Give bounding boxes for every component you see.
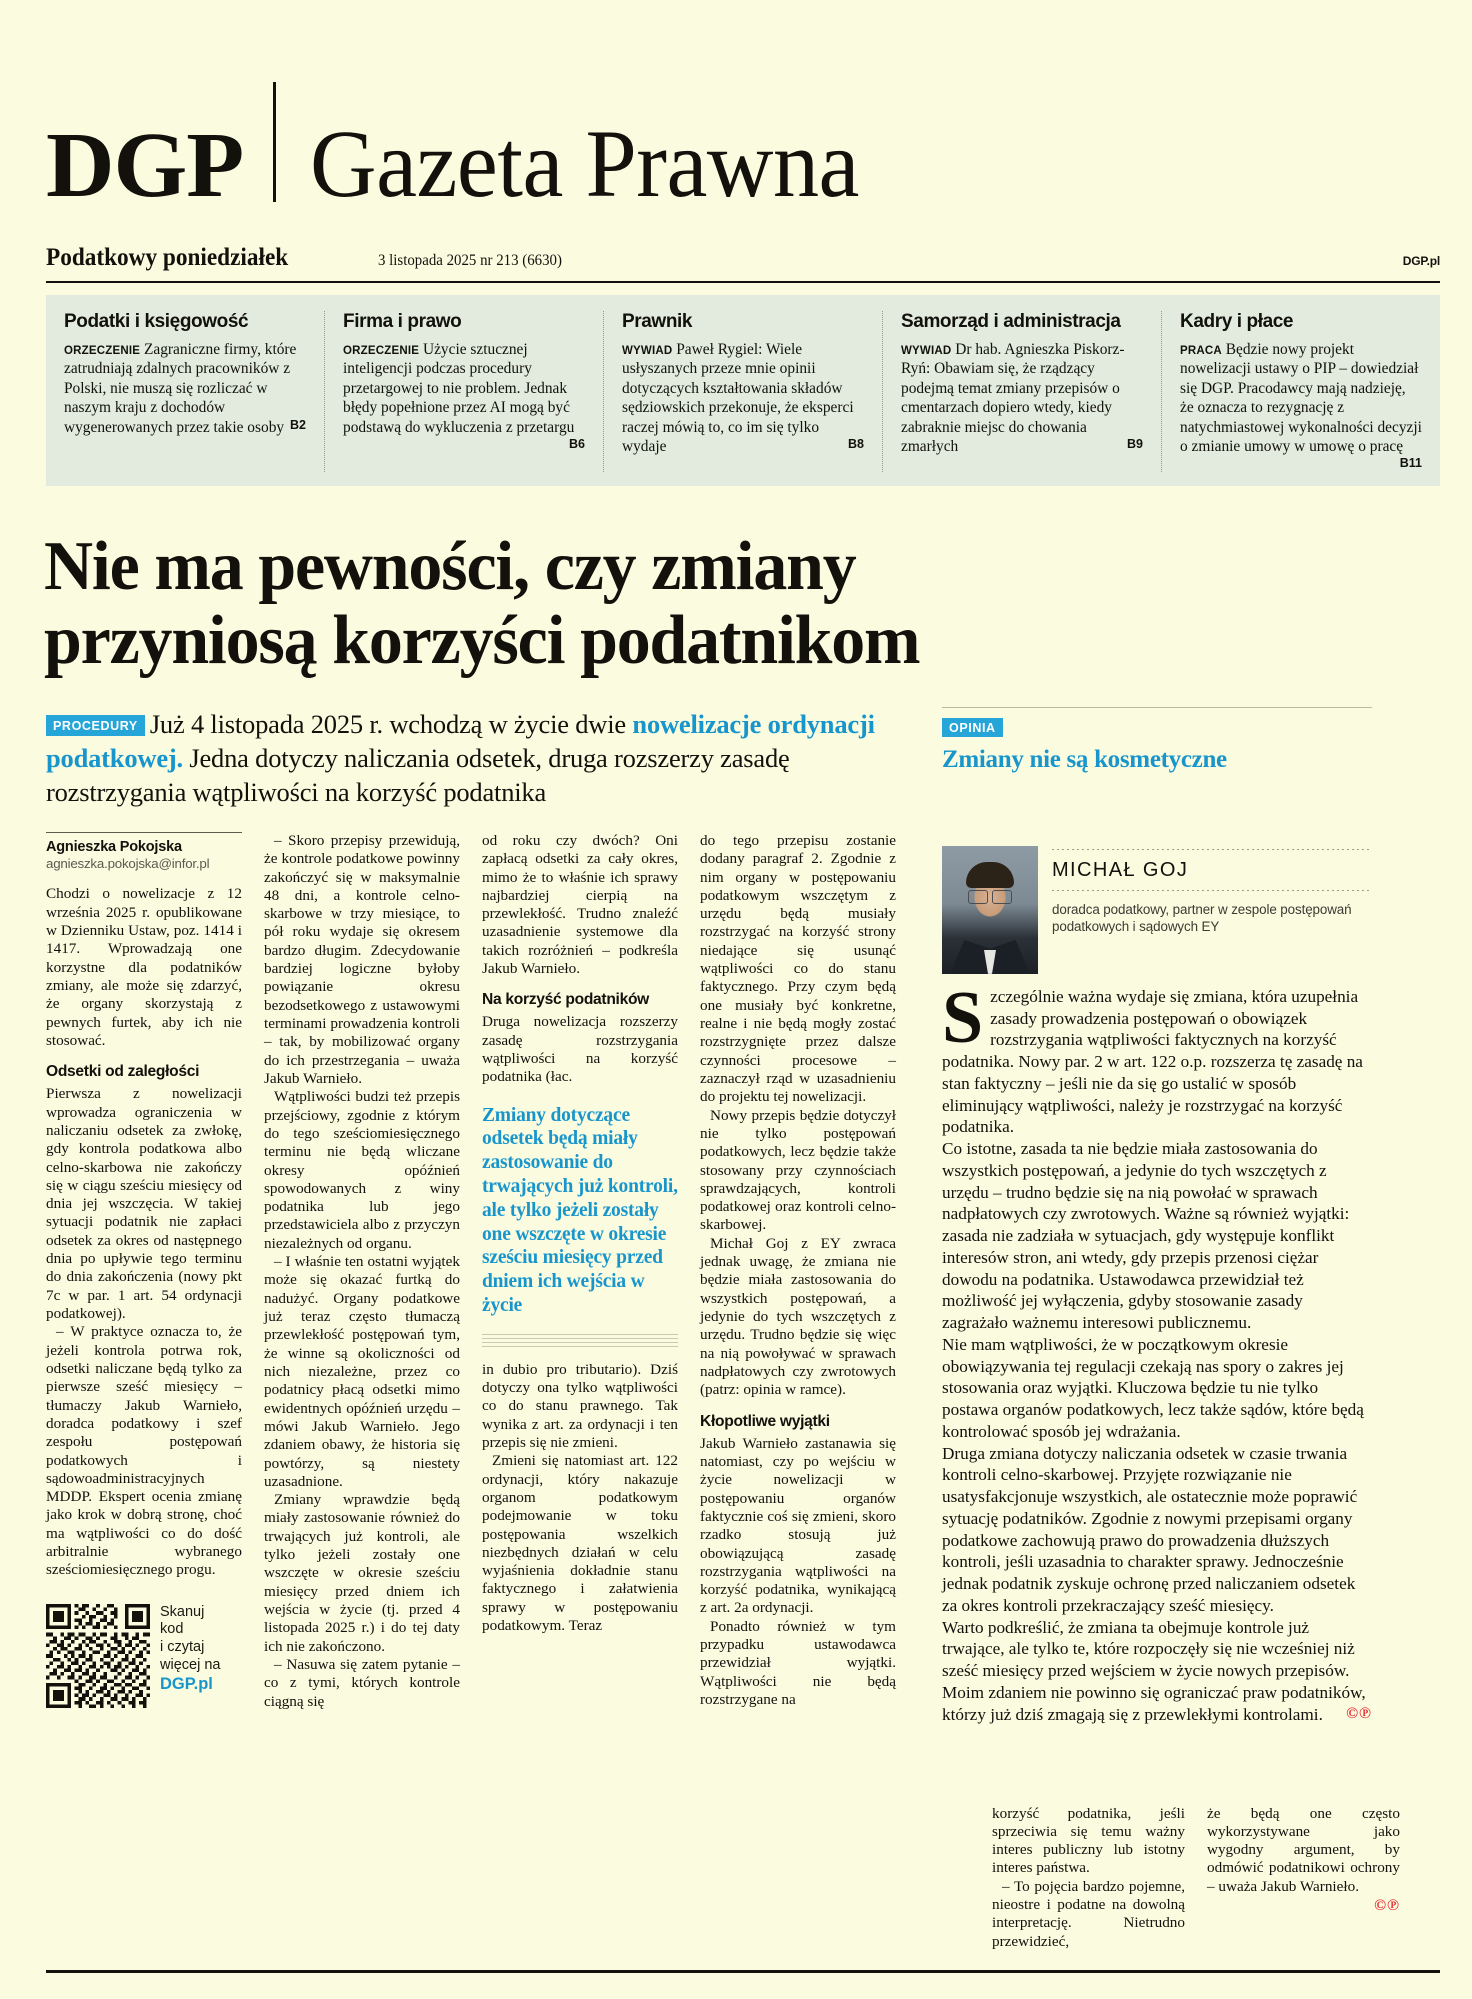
bottom-columns (992, 1805, 1422, 1952)
subheading: Na korzyść podatników (482, 991, 650, 1009)
article-column-4 (700, 832, 896, 1711)
opinion-title: Zmiany nie są kosmetyczne (942, 745, 1227, 773)
teaser-kicker: WYWIAD (901, 345, 952, 357)
subheading: Odsetki od zaległości (46, 1063, 200, 1081)
main-headline (44, 530, 1390, 678)
opinion-paragraph-1 (942, 976, 1372, 1138)
qr-site-link[interactable]: DGP.pl (160, 1675, 213, 1694)
opinion-paragraph-2: Co istotne, zasada ta nie będzie miała zastosowania do wszystkich postępowań, a jedynie do tych wszczętych z urzędu – trudno będzie się na nią powołać w sprawach nadpłatowych czy zwrotowych. Ważne są również wyjątki: zasada nie zadziała w sytuacjach, gdy występuje konflikt interesów stron, ani wtedy, gdy przepis przenosi ciężar dowodu na podatnika. Ustawodawca przewidział też możliwość jej wyłączenia, gdyby stosowanie zasady zagrażało ważnemu interesowi publicznemu. (942, 1139, 1350, 1333)
paragraph: Druga nowelizacja rozszerzy zasadę rozstrzygania wątpliwości na korzyść podatnika (łac. (482, 1013, 678, 1086)
paragraph: Pierwsza z nowelizacji wprowadza ograniczenia w naliczaniu odsetek za zwłokę, gdy kontrola podatkowa albo celno-skarbowa nie zakończy się w ciągu sześciu miesięcy od dnia jej wszczęcia. W takiej sytuacji podatnik nie zapłaci odsetek za okres od następnego dnia po upływie tego terminu do dnia zakończenia (nowy pkt 7c w par. 1 art. 54 ordynacji podatkowej). (46, 1085, 242, 1322)
lead-text-part1: Już 4 listopada 2025 r. wchodzą w życie dwie (149, 708, 633, 739)
opinion-author-block (942, 846, 1372, 974)
paragraph: Ponadto również w tym przypadku ustawodawca przewidział wyjątki. Wątpliwości nie będą rozstrzygane na (700, 1617, 896, 1709)
paragraph: – To pojęcia bardzo pojemne, nieostre i podatne na dowolną interpretację. Nietrudno przewidzieć, (992, 1877, 1185, 1950)
dotted-rule (1052, 849, 1372, 850)
paragraph: – Nasuwa się zatem pytanie – co z tymi, których kontrole ciągną się (264, 1655, 460, 1710)
paragraph: Jakub Warnieło zastanawia się natomiast, czy po wejściu w życie nowelizacji w postępowaniu organów faktycznie coś się zmieni, skoro rzadko stosują już obowiązującą zasadę rozstrzygania wątpliwości na korzyść podatnika, wynikającą z art. 2a ordynacji. (700, 1434, 896, 1617)
bottom-column-2 (1207, 1805, 1400, 1952)
qr-line-1: Skanuj (160, 1603, 205, 1620)
article-columns (46, 832, 896, 1711)
opinion-author-name: MICHAŁ GOJ (1052, 858, 1189, 881)
paragraph: do tego przepisu zostanie dodany paragraf 2. Zgodnie z nim organy w postępowaniu podatkowym wszczętym z urzędu będą musiały rozstrzygać na korzyść strony niedające się usunąć wątpliwości co do stanu faktycznego. Przy czym będą one musiały być konkretne, realne i nie będą mogły zostać rozstrzygnięte przez dalsze czynności procesowe – zaznaczył rząd w uzasadnieniu do projektu tej nowelizacji. (700, 831, 896, 1106)
teaser-body: Dr hab. Agnieszka Piskorz-Ryń: Obawiam się, że rządzący podejmą temat zmiany przepisów o cmentarzach dopiero wtedy, kiedy zabraknie miejsc do chowania zmarłych (901, 341, 1125, 456)
teaser-item[interactable] (46, 311, 324, 472)
opinion-author-role: doradca podatkowy, partner w zespole postępowań podatkowych i sądowych EY (1052, 901, 1352, 935)
paragraph: – I właśnie ten ostatni wyjątek może się okazać furtką do nadużyć. Organy podatkowe już teraz często tłumaczą przewlekłość postępowań tym, że winne są okoliczności od nich niezależne, przez co podatnicy płacą odsetki mimo ewidentnych opóźnień urzędu – mówi Jakub Warnieło. Jego zdaniem obawy, że historia się powtórzy, są niestety uzasadnione. (264, 1253, 460, 1490)
lead-text-part2: Jedna dotyczy naliczania odsetek, druga rozszerzy zasadę rozstrzygania wątpliwości na korzyść podatnika (46, 743, 790, 808)
issue-line: 3 listopada 2025 nr 213 (6630) (378, 252, 563, 269)
teaser-body: Zagraniczne firmy, które zatrudniają zdalnych pracowników z Polski, nie muszą się rozliczać w naszym kraju z dochodów wygenerowanych przez takie osoby (64, 341, 297, 436)
paragraph: in dubio pro tributario). Dziś dotyczy ona tylko wątpliwości co do stanu prawnego. Tak wynika z art. za ordynacji i ten przepis się nie zmieni. (482, 1360, 678, 1451)
opinion-header (942, 707, 1372, 774)
article-column-2 (264, 832, 460, 1711)
masthead-logo-dgp[interactable]: DGP (46, 114, 244, 218)
teaser-section-title: Prawnik (622, 311, 693, 332)
paragraph: Zmieni się natomiast art. 122 ordynacji, który nakazuje organom podatkowym podejmowanie w toku postępowania wszelkich niezbędnych działań w celu wyjaśnienia dokładnie stanu faktycznego i załatwienia sprawy w postępowaniu podatkowym. Teraz (482, 1452, 678, 1635)
lead-text-highlight: nowelizacje ordynacji podatkowej. (46, 708, 875, 773)
photo-glasses-right (992, 890, 1012, 904)
opinion-box (942, 832, 1372, 1726)
teaser-body: Użycie sztucznej inteligencji podczas procedury przetargowej to nie problem. Jednak błędy popełnione przez AI mogą być podstawą do wykluczenia z przetargu (343, 341, 575, 436)
copyright-mark: ©℗ (1346, 1704, 1372, 1722)
qr-line-3: i czytaj (160, 1639, 205, 1656)
opinion-paragraph-4: Druga zmiana dotyczy naliczania odsetek w czasie trwania kontroli celno-skarbowej. Przyjęte rozwiązanie nie usatysfakcjonuje wszystkich, ale ostatecznie może poprawić sytuację podatników. Zgodnie z nowymi przepisami organy podatkowe zachowują prawo do prowadzenia dłuższych kontroli, jeśli uzasadnia to charakter sprawy. Jednocześnie jednak podatnik zyskuje ochronę przed naliczaniem odsetek za okres kontroli przekraczający sześć miesięcy. (942, 1443, 1358, 1615)
paragraph: od roku czy dwóch? Oni zapłacą odsetki za cały okres, mimo że to właśnie ich sprawy najbardziej cierpią na przewlekłość. Trudno znaleźć uzasadnienie systemowe dla takich rozróżnień – podkreśla Jakub Warnieło. (482, 831, 678, 978)
opinion-paragraph-5-text: Warto podkreślić, że zmiana ta obejmuje kontrole już trwające, ale tylko te, które rozpoczęły się nie wcześniej niż sześć miesięcy przed wejściem w życie nowych przepisów. Moim zdaniem nie powinno się ograniczać praw podatników, którzy już dziś zmagają się z przewlekłymi kontrolami. (942, 1617, 1366, 1724)
teaser-item[interactable] (882, 311, 1161, 472)
article-column-1 (46, 832, 242, 1711)
teaser-kicker: WYWIAD (622, 345, 673, 357)
teaser-text (901, 340, 1143, 456)
drop-cap: S (942, 976, 984, 1059)
teaser-item[interactable] (1161, 311, 1440, 472)
body-row (46, 832, 1440, 1726)
opinion-paragraph-1-text: zczególnie ważna wydaje się zmiana, która uzupełnia zasady prowadzenia postępowań o obowiązek rozstrzygania wątpliwości faktycznych na korzyść podatnika. Nowy par. 2 w art. 122 o.p. rozszerza tę zasadę na stan faktyczny – jeśli nie da się go ustalić w sposób eliminujący wątpliwości, należy je rozstrzygać na korzyść podatnika. (942, 986, 1363, 1137)
opinion-paragraph-3: Nie mam wątpliwości, że w początkowym okresie obowiązywania tej regulacji czekają nas spory o zakres jej stosowania oraz wyjątki. Kluczowa będzie tu nie tylko postawa organów podatkowych, lecz także sądów, które będą kontrolować sposób jej wdrażania. (942, 1334, 1364, 1441)
teaser-kicker: ORZECZENIE (64, 345, 141, 357)
lead-paragraph (46, 707, 896, 810)
paragraph: – W praktyce oznacza to, że jeżeli kontrola potrwa rok, odsetki naliczane będą tylko za pierwsze sześć miesięcy – tłumaczy Jakub Warnieło, doradca podatkowy i szef zespołu postępowań podatkowych i sądowoadministracyjnych MDDP. Ekspert ocenia zmianę jako krok w dobrą stronę, choć ma wątpliwości co do dość arbitralnie wybranego sześciomiesięcznego progu. (46, 1323, 242, 1579)
opinion-paragraph-5 (942, 1617, 1372, 1726)
paragraph: – Skoro przepisy przewidują, że kontrole podatkowe powinny zakończyć się w maksymalnie 48 dni, a kontrole celno-skarbowe w trzy miesiące, to pół roku wydaje się okresem bardzo długim. Zdecydowanie bardziej logiczne byłoby powiązanie okresu bezodsetkowego z ustawowymi terminami prowadzenia kontroli – tak, by mobilizować organy do ich przestrzegania – uważa Jakub Warnieło. (264, 831, 460, 1087)
masthead (0, 0, 1472, 218)
teaser-section-title: Kadry i płace (1180, 311, 1294, 332)
paragraph: Wątpliwości budzi też przepis przejściowy, zgodnie z którym do tego sześciomiesięcznego terminu nie będą wliczane okresy opóźnień spowodowanych z winy podatnika lub jego przedstawiciela albo z przyczyn niezależnych od organu. (264, 1088, 460, 1252)
teaser-body: Będzie nowy projekt nowelizacji ustawy o PIP – dowiedział się DGP. Pracodawcy mają nadzieję, że oznacza to rezygnację z natychmiastowej wykonalności decyzji o zmianie umowy w umowę o pracę (1180, 341, 1422, 456)
paragraph: Zmiany wprawdzie będą miały zastosowanie również do trwających już kontroli, ale tylko jeżeli zostały one wszczęte w okresie sześciu miesięcy przed dniem ich wejścia w życie (tj. przed 4 listopada 2025 r.) i do tej daty ich nie zakończono. (264, 1491, 460, 1655)
teaser-text (622, 340, 864, 456)
teaser-page-ref[interactable]: B9 (1127, 437, 1143, 452)
pull-quote-rule (482, 1331, 678, 1347)
day-label: Podatkowy poniedziałek (46, 244, 289, 271)
headline-line-2: przyniosą korzyści podatnikom (44, 602, 920, 680)
qr-promo-block[interactable] (46, 1604, 242, 1708)
teaser-body: Paweł Rygiel: Wiele usłyszanych przeze mnie opinii dotyczących kształtowania składów sędziowskich przekonuje, że eksperci raczej mówią to, co im się tylko wydaje (622, 341, 854, 456)
procedury-badge: PROCEDURY (46, 715, 145, 736)
subheading: Kłopotliwe wyjątki (700, 1412, 830, 1430)
paragraph: korzyść podatnika, jeśli sprzeciwia się temu ważny interes publiczny lub istotny interes państwa. (992, 1804, 1185, 1877)
teaser-text (64, 340, 306, 437)
photo-glasses-left (968, 890, 988, 904)
bottom-continuation-row (46, 1805, 1440, 1952)
headline-line-1: Nie ma pewności, czy zmiany (44, 528, 856, 606)
footer-rule (46, 1970, 1440, 1973)
teaser-text (1180, 340, 1422, 471)
opinion-top-rule (942, 707, 1372, 708)
teaser-page-ref[interactable]: B11 (1399, 456, 1422, 471)
bottom-column-1 (992, 1805, 1185, 1952)
opinion-text (942, 976, 1372, 1726)
masthead-divider (273, 82, 276, 202)
opinia-badge: OPINIA (942, 718, 1003, 737)
lead-row (46, 707, 1440, 810)
opinion-author-meta (1052, 846, 1372, 936)
byline-rule (46, 832, 242, 833)
teaser-page-ref[interactable]: B2 (290, 417, 306, 432)
date-bar (46, 244, 1440, 283)
teaser-page-ref[interactable]: B6 (569, 437, 585, 452)
pull-quote: Zmiany dotyczące odsetek będą miały zastosowanie do trwających już kontroli, ale tylko jeżeli zostały one wszczęte w okresie sześciu miesięcy przed dniem ich wejścia w życie (482, 1104, 678, 1316)
teaser-kicker: ORZECZENIE (343, 345, 420, 357)
teaser-text (343, 340, 585, 452)
teaser-item[interactable] (324, 311, 603, 472)
copyright-mark: ©℗ (1374, 1897, 1400, 1915)
author-photo (942, 846, 1038, 974)
teaser-section-title: Samorząd i administracja (901, 311, 1121, 332)
teaser-section-title: Firma i prawo (343, 311, 462, 332)
qr-promo-text (160, 1604, 220, 1695)
masthead-title[interactable]: Gazeta Prawna (310, 110, 860, 218)
website-label[interactable]: DGP.pl (1402, 254, 1440, 268)
teaser-item[interactable] (603, 311, 882, 472)
photo-hair-detail (966, 862, 1014, 888)
paragraph: Nowy przepis będzie dotyczył nie tylko postępowań podatkowych, lecz będzie także stosowany przy czynnościach sprawdzających, kontroli podatkowej oraz kontroli celno-skarbowej. (700, 1106, 896, 1234)
article-column-3 (482, 832, 678, 1711)
qr-code-icon[interactable] (46, 1604, 150, 1708)
author-email[interactable]: agnieszka.pokojska@infor.pl (46, 856, 210, 872)
dotted-rule (1052, 890, 1372, 891)
qr-line-4: więcej na (160, 1656, 221, 1673)
teaser-page-ref[interactable]: B8 (848, 437, 864, 452)
section-teaser-strip (46, 295, 1440, 486)
paragraph: że będą one często wykorzystywane jako wygodny argument, by odmówić podatnikowi ochrony – uważa Jakub Warnieło. (1207, 1804, 1400, 1895)
qr-line-2: kod (160, 1621, 184, 1638)
author-name: Agnieszka Pokojska (46, 838, 182, 855)
paragraph: Chodzi o nowelizacje z 12 września 2025 r. opublikowane w Dzienniku Ustaw, poz. 1414 i 1417. Wprowadzają one korzystne dla podatników zmiany, ale może się zdarzyć, że organy skorzystają z pewnych furtek, aby ich nie stosować. (46, 885, 242, 1049)
teaser-kicker: PRACA (1180, 345, 1222, 357)
paragraph: Michał Goj z EY zwraca jednak uwagę, że zmiana nie będzie miała zastosowania do wszystkich postępowań, a jedynie do tych wszczętych z urzędu. Trudno będzie się więc na nią powoływać w sprawach nadpłatowych czy zwrotowych (patrz: opinia w ramce). (700, 1234, 896, 1399)
teaser-section-title: Podatki i księgowość (64, 311, 249, 332)
